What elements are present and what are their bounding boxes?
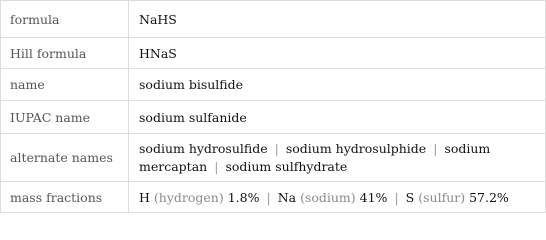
alternate-name: sodium hydrosulfide bbox=[139, 140, 268, 156]
table-row-name bbox=[1, 68, 545, 100]
element-name: (hydrogen) bbox=[153, 189, 224, 205]
element-symbol: H bbox=[139, 189, 150, 205]
mass-fraction-item bbox=[278, 190, 388, 205]
table-row-iupac-name bbox=[1, 100, 545, 133]
table-row-hill-formula bbox=[1, 37, 545, 68]
alternate-name: sodium mercaptan bbox=[139, 140, 491, 174]
row-label: name bbox=[1, 69, 129, 100]
row-label: IUPAC name bbox=[1, 101, 129, 133]
element-name: (sodium) bbox=[300, 189, 356, 205]
row-label: formula bbox=[1, 1, 129, 37]
table-row-mass-fractions bbox=[1, 181, 545, 212]
separator: | bbox=[274, 140, 279, 156]
row-value: HNaS bbox=[139, 45, 177, 61]
element-percent: 41% bbox=[359, 189, 388, 205]
separator: | bbox=[394, 189, 399, 205]
element-symbol: Na bbox=[277, 189, 297, 205]
separator: | bbox=[266, 189, 271, 205]
element-symbol: S bbox=[405, 189, 415, 205]
row-value: sodium bisulfide bbox=[139, 77, 244, 92]
alternate-name: sodium sulfhydrate bbox=[225, 158, 348, 174]
separator: | bbox=[433, 140, 438, 156]
row-label: mass fractions bbox=[1, 182, 129, 212]
row-value: sodium sulfanide bbox=[139, 109, 247, 125]
separator: | bbox=[214, 158, 219, 174]
row-value bbox=[129, 182, 545, 212]
row-label: alternate names bbox=[1, 134, 129, 181]
table-row-alternate-names bbox=[1, 133, 545, 181]
element-percent: 57.2% bbox=[469, 189, 509, 205]
element-percent: 1.8% bbox=[227, 189, 260, 205]
row-value bbox=[129, 134, 545, 181]
mass-fraction-item bbox=[406, 190, 509, 205]
table-row-formula bbox=[1, 1, 545, 37]
row-value: NaHS bbox=[139, 11, 177, 27]
row-label: Hill formula bbox=[1, 38, 129, 68]
mass-fraction-item bbox=[139, 190, 259, 205]
element-name: (sulfur) bbox=[418, 189, 466, 205]
alternate-names-list bbox=[139, 140, 539, 176]
alternate-name: sodium hydrosulphide bbox=[285, 140, 427, 156]
